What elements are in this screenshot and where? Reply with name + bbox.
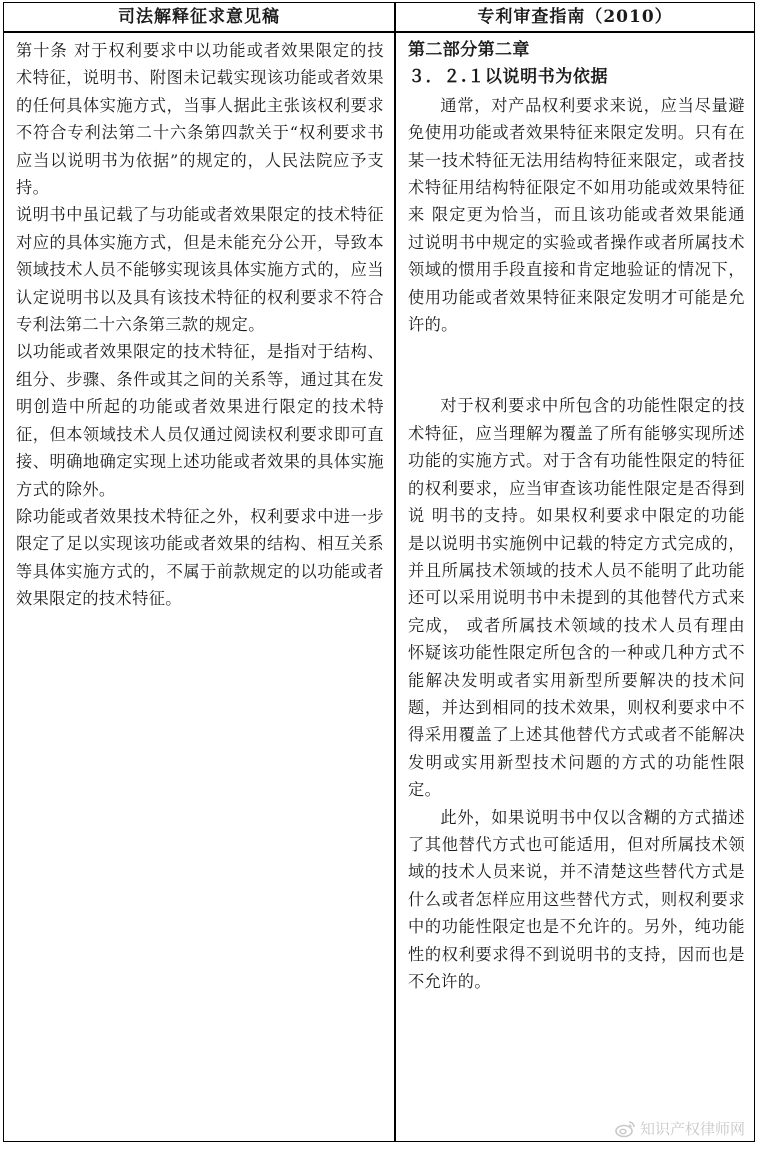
insufficient-disclosure-paragraph: 说明书中虽记载了与功能或者效果限定的技术特征对应的具体实施方式，但是未能充分公开，导致本领域技术人员不能够实现该具体实施方式的，应当认定说明书以及具有该技术特征的权利要求不符合专利法第二十六条第三款的规定。 xyxy=(16,205,384,335)
definition-paragraph: 以功能或者效果限定的技术特征，是指对于结构、组分、步骤、条件或其之间的关系等，通过其在发明创造中所起的功能或者效果进行限定的技术特征，但本领域技术人员仅通过阅读权利要求即可直接、明确地确定实现上述功能或者效果的具体实施方式的除外。 xyxy=(16,342,384,499)
chapter-heading: 第二部分第二章 xyxy=(408,40,530,60)
right-column xyxy=(408,37,745,995)
vague-alternatives-paragraph: 此外，如果说明书中仅以含糊的方式描述了其他替代方式也可能适用，但对所属技术领域的技术人员来说，并不清楚这些替代方式是什么或者怎样应用这些替代方式，则权利要求中的功能性限定也是不允许的。另外，纯功能性的权利要求得不到说明书的支持，因而也是不允许的。 xyxy=(408,807,745,991)
left-column xyxy=(16,37,384,613)
exclusion-paragraph: 除功能或者效果技术特征之外，权利要求中进一步限定了足以实现该功能或者效果的结构、相互关系等具体实施方式的，不属于前款规定的以功能或者效果限定的技术特征。 xyxy=(16,506,384,609)
article-10-paragraph: 第十条 对于权利要求中以功能或者效果限定的技术特征，说明书、附图未记载实现该功能或者效果的任何具体实施方式，当事人据此主张该权利要求不符合专利法第二十六条第四款关于“权利要求书应当以说明书为依据”的规定的，人民法院应予支持。 xyxy=(16,41,384,198)
comparison-table xyxy=(3,2,755,1142)
left-column-header: 司法解释征求意见稿 xyxy=(118,7,280,27)
column-divider xyxy=(394,3,396,1141)
header-rule xyxy=(4,31,754,33)
watermark-text: 知识产权律师网 xyxy=(639,1120,745,1138)
right-column-header: 专利审查指南（2010） xyxy=(477,7,673,27)
paragraph-gap xyxy=(408,338,745,392)
watermark xyxy=(615,1118,745,1139)
weibo-icon xyxy=(615,1120,635,1138)
functional-limitation-paragraph: 对于权利要求中所包含的功能性限定的技术特征，应当理解为覆盖了所有能够实现所述功能的实施方式。对于含有功能性限定的特征的权利要求，应当审查该功能性限定是否得到说 明书的支持。如果权利要求中限定的功能是以说明书实施例中记载的特定方式完成的，并且所属技术领域的技术人员不能明了此功能还可以采用说明书中未提到的其他替代方式来完成， 或者所属技术领域的技术人员有理由怀疑该功能性限定所包含的一种或几种方式不能解决发明或者实用新型所要解决的技术问题，并达到相同的技术效果，则权利要求中不得采用覆盖了上述其他替代方式或者不能解决发明或实用新型技术问题的方式的功能性限定。 xyxy=(408,396,745,800)
general-rule-paragraph: 通常，对产品权利要求来说，应当尽量避免使用功能或者效果特征来限定发明。只有在某一技术特征无法用结构特征来限定，或者技术特征用结构特征限定不如用功能或效果特征来 限定更为恰当，而且该功能或者效果能通过说明书中规定的实验或者操作或者所属技术领域的惯用手段直接和肯定地验证的情况下，使用功能或者效果特征来限定发明才可能是允许的。 xyxy=(408,95,745,335)
section-heading: ３．２.１以说明书为依据 xyxy=(408,67,609,88)
